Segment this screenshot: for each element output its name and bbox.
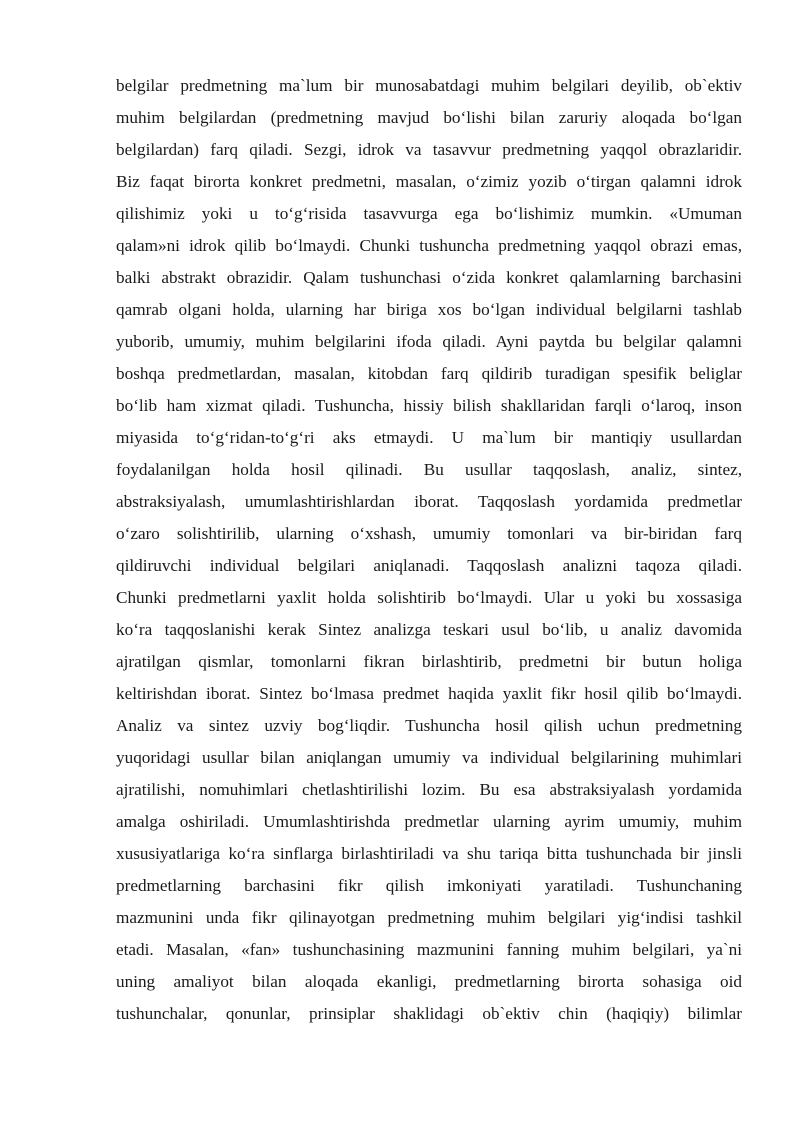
text-line: belgilar predmetning ma`lum bir munosabatdagi muhim belgilari deyilib, ob`ektiv [116, 76, 742, 95]
text-line: yuborib, umumiy, muhim belgilarini ifoda qiladi. Ayni paytda bu belgilar qalamni [116, 332, 742, 351]
text-line: Biz faqat birorta konkret predmetni, masalan, o‘zimiz yozib o‘tirgan qalamni idrok [116, 172, 742, 191]
text-line: belgilardan) farq qiladi. Sezgi, idrok va tasavvur predmetning yaqqol obrazlaridir. [116, 140, 742, 159]
text-line: muhim belgilardan (predmetning mavjud bo‘lishi bilan zaruriy aloqada bo‘lgan [116, 108, 742, 127]
text-line: Analiz va sintez uzviy bog‘liqdir. Tushuncha hosil qilish uchun predmetning [116, 716, 742, 735]
text-line: ajratilgan qismlar, tomonlarni fikran birlashtirib, predmetni bir butun holiga [116, 652, 742, 671]
text-line: bo‘lib ham xizmat qiladi. Tushuncha, hissiy bilish shakllaridan farqli o‘laroq, inson [116, 396, 742, 415]
document-page [116, 70, 742, 1030]
text-line: mazmunini unda fikr qilinayotgan predmetning muhim belgilari yig‘indisi tashkil [116, 908, 742, 927]
text-line: qalam»ni idrok qilib bo‘lmaydi. Chunki tushuncha predmetning yaqqol obrazi emas, [116, 236, 742, 255]
text-line: xususiyatlariga ko‘ra sinflarga birlashtiriladi va shu tariqa bitta tushunchada bir jinsli [116, 844, 742, 863]
text-line: ko‘ra taqqoslanishi kerak Sintez analizga teskari usul bo‘lib, u analiz davomida [116, 620, 742, 639]
text-line: boshqa predmetlardan, masalan, kitobdan farq qildirib turadigan spesifik beliglar [116, 364, 742, 383]
text-line: uning amaliyot bilan aloqada ekanligi, predmetlarning birorta sohasiga oid [116, 972, 742, 991]
text-line: qilishimiz yoki u to‘g‘risida tasavvurga ega bo‘lishimiz mumkin. «Umuman [116, 204, 742, 223]
text-line: foydalanilgan holda hosil qilinadi. Bu usullar taqqoslash, analiz, sintez, [116, 460, 742, 479]
text-line: o‘zaro solishtirilib, ularning o‘xshash, umumiy tomonlari va bir-biridan farq [116, 524, 742, 543]
text-line: qamrab olgani holda, ularning har biriga xos bo‘lgan individual belgilarni tashlab [116, 300, 742, 319]
text-line: ajratilishi, nomuhimlari chetlashtirilishi lozim. Bu esa abstraksiyalash yordamida [116, 780, 742, 799]
text-line: tushunchalar, qonunlar, prinsiplar shaklidagi ob`ektiv chin (haqiqiy) bilimlar [116, 1004, 742, 1023]
text-line: abstraksiyalash, umumlashtirishlardan iborat. Taqqoslash yordamida predmetlar [116, 492, 742, 511]
text-line: predmetlarning barchasini fikr qilish imkoniyati yaratiladi. Tushunchaning [116, 876, 742, 895]
text-line: amalga oshiriladi. Umumlashtirishda predmetlar ularning ayrim umumiy, muhim [116, 812, 742, 831]
text-line: balki abstrakt obrazidir. Qalam tushunchasi o‘zida konkret qalamlarning barchasini [116, 268, 742, 287]
text-line: keltirishdan iborat. Sintez bo‘lmasa predmet haqida yaxlit fikr hosil qilib bo‘lmaydi. [116, 684, 742, 703]
text-line: etadi. Masalan, «fan» tushunchasining mazmunini fanning muhim belgilari, ya`ni [116, 940, 742, 959]
text-line: miyasida to‘g‘ridan-to‘g‘ri aks etmaydi. U ma`lum bir mantiqiy usullardan [116, 428, 742, 447]
text-line: Chunki predmetlarni yaxlit holda solishtirib bo‘lmaydi. Ular u yoki bu xossasiga [116, 588, 742, 607]
text-line: qildiruvchi individual belgilari aniqlanadi. Taqqoslash analizni taqoza qiladi. [116, 556, 742, 575]
text-line: yuqoridagi usullar bilan aniqlangan umumiy va individual belgilarining muhimlari [116, 748, 742, 767]
